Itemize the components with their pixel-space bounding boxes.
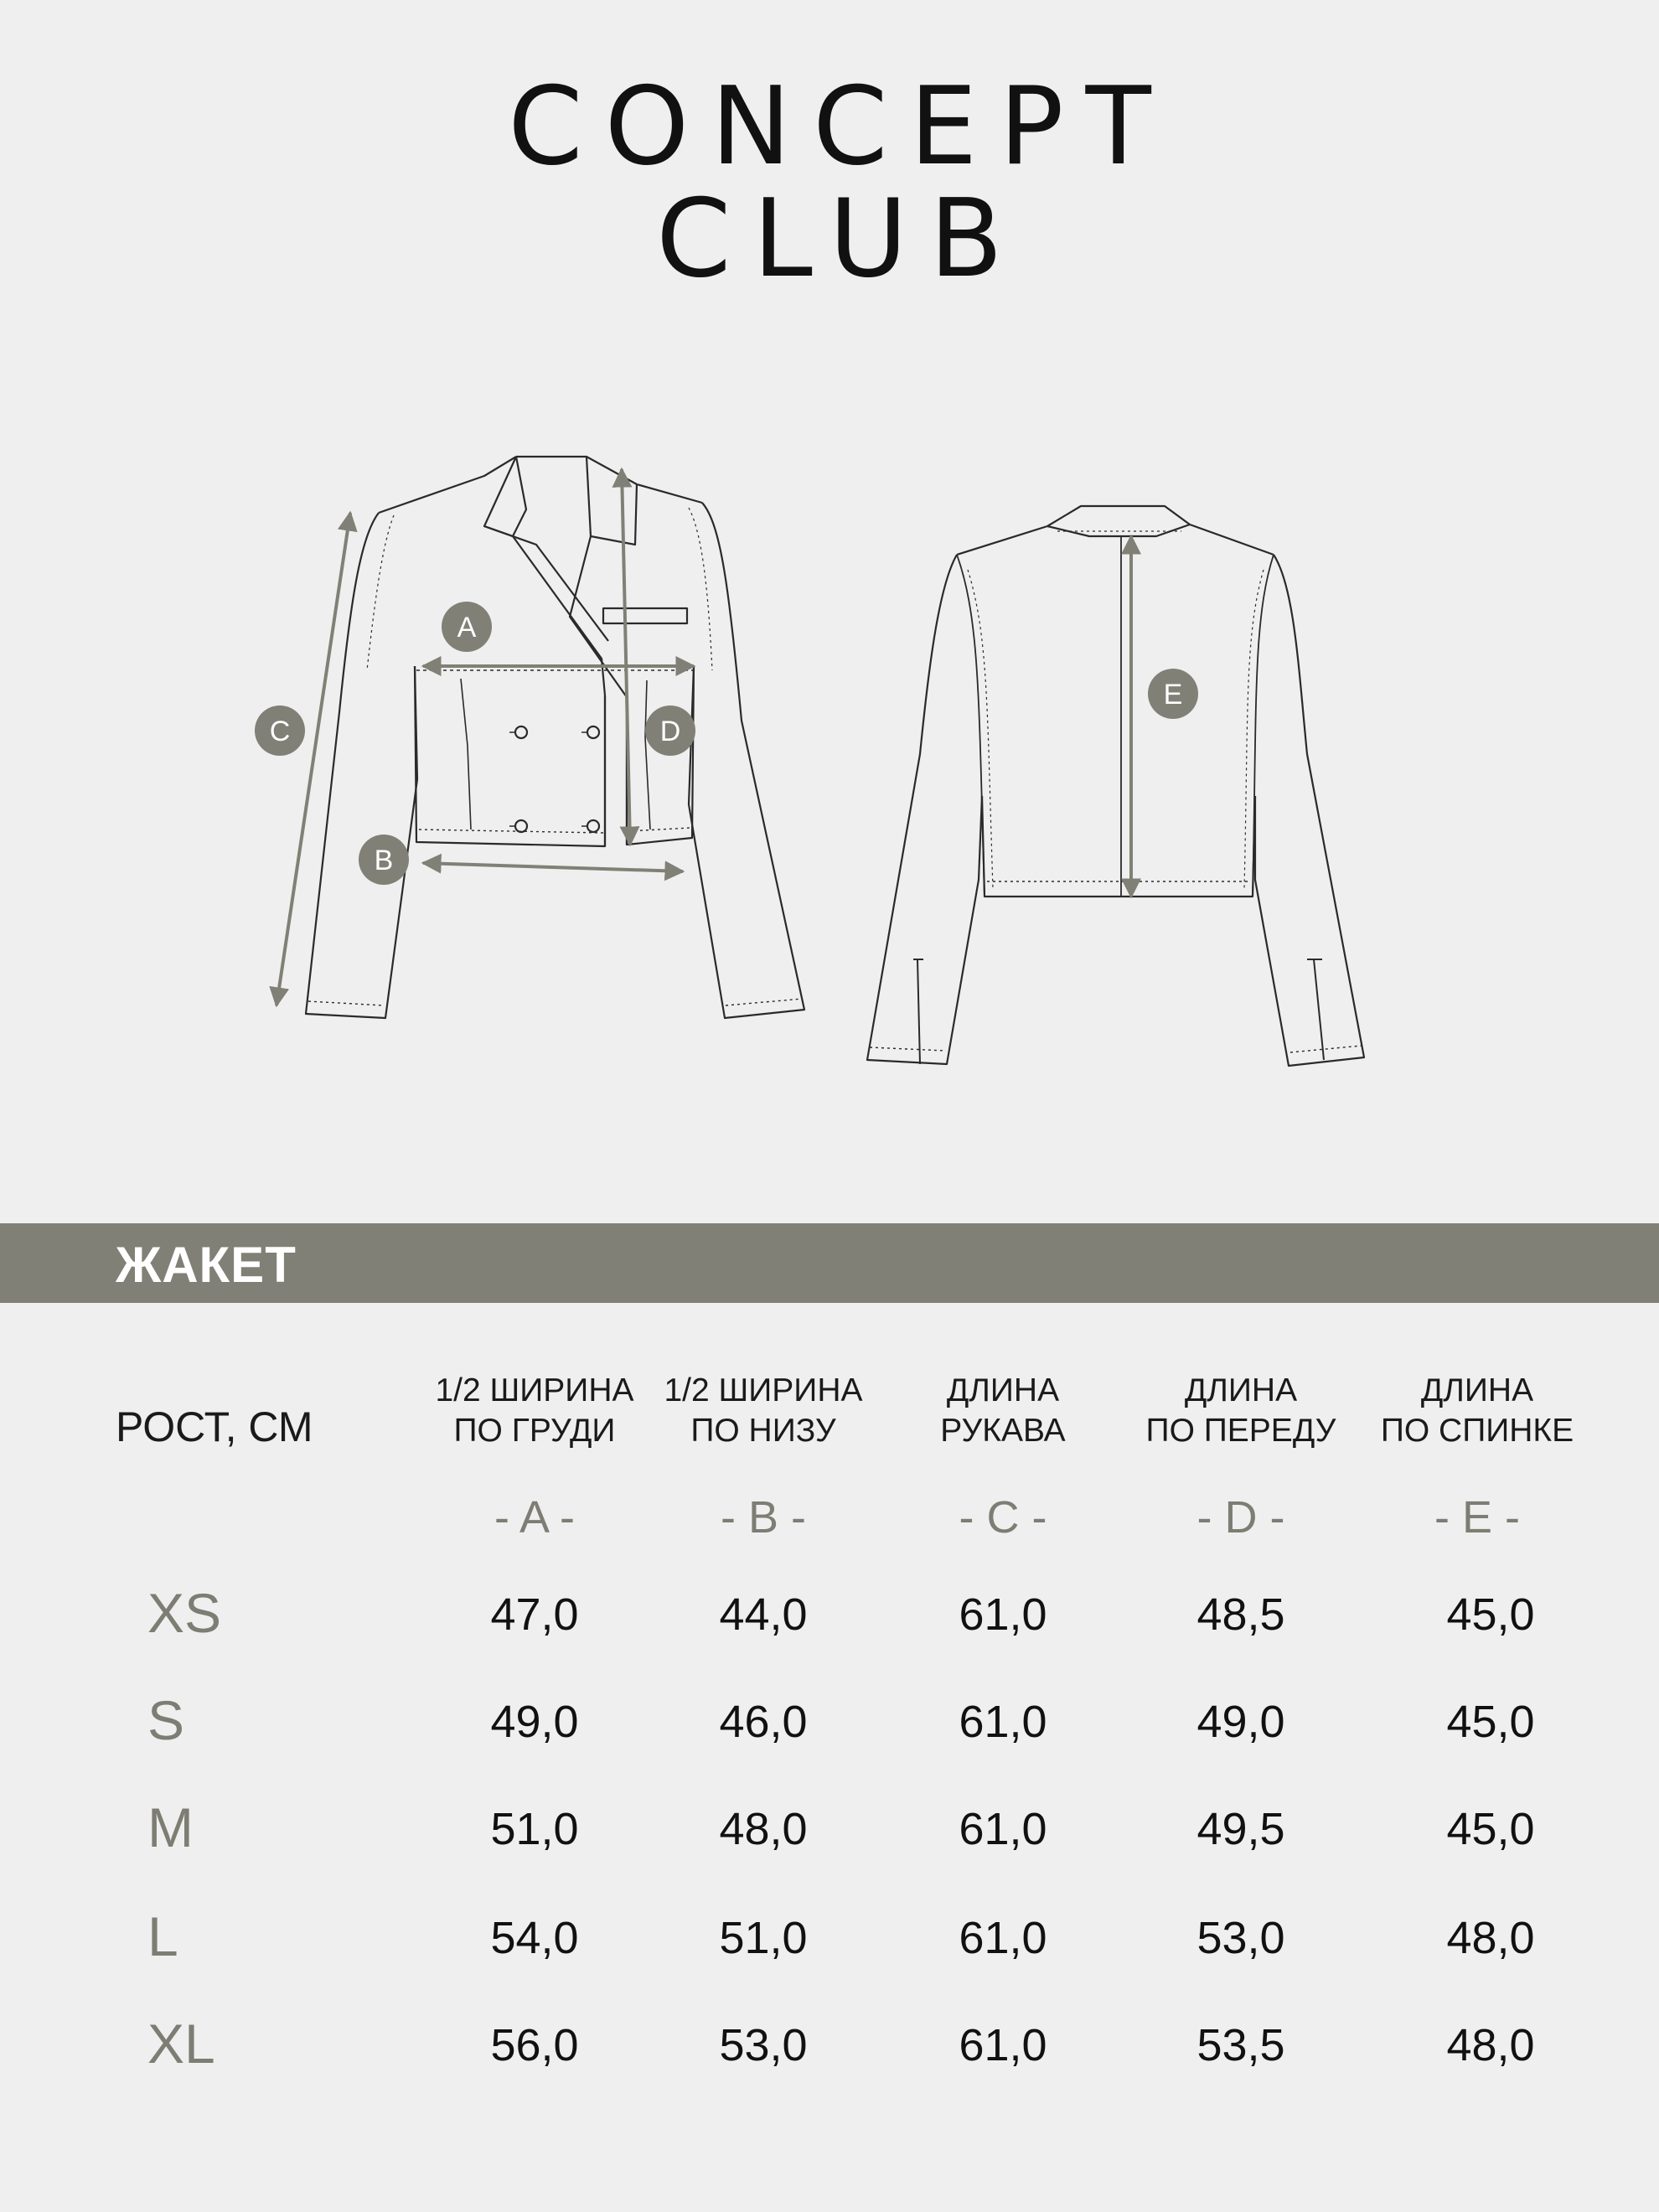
marker-a [442, 602, 492, 652]
column-header-d: ДЛИНА ПО ПЕРЕДУ [1145, 1372, 1336, 1449]
arrow-c [276, 513, 350, 1005]
column-letter-a: - A - [494, 1492, 576, 1543]
marker-b-label: B [374, 845, 394, 876]
value-cell: 51,0 [490, 1804, 579, 1854]
brand-line-1: CONCEPT [508, 65, 1173, 189]
column-letter-b: - B - [721, 1492, 806, 1543]
value-cell: 45,0 [1446, 1697, 1535, 1747]
size-label: L [147, 1905, 178, 1967]
marker-d [645, 705, 695, 756]
column-header-b: 1/2 ШИРИНА ПО НИЗУ [664, 1372, 863, 1449]
height-header: РОСТ, СМ [116, 1403, 313, 1450]
marker-c-label: C [269, 716, 291, 747]
value-cell: 61,0 [959, 1697, 1047, 1747]
marker-c [255, 705, 305, 756]
value-cell: 46,0 [719, 1697, 808, 1747]
value-cell: 61,0 [959, 1913, 1047, 1963]
value-cell: 48,0 [1446, 1913, 1535, 1963]
size-label: XS [147, 1582, 222, 1644]
value-cell: 47,0 [490, 1589, 579, 1640]
value-cell: 49,0 [490, 1697, 579, 1747]
marker-e-label: E [1163, 679, 1183, 711]
marker-b [359, 835, 409, 885]
arrow-b [423, 863, 683, 871]
column-letter-d: - D - [1196, 1492, 1285, 1543]
value-cell: 48,5 [1196, 1589, 1285, 1640]
section-title: ЖАКЕТ [116, 1237, 297, 1293]
column-header-c: ДЛИНА РУКАВА [940, 1372, 1066, 1449]
column-header-a: 1/2 ШИРИНА ПО ГРУДИ [435, 1372, 634, 1449]
value-cell: 54,0 [490, 1913, 579, 1963]
size-label: M [147, 1796, 194, 1858]
value-cell: 56,0 [490, 2020, 579, 2070]
value-cell: 53,5 [1196, 2020, 1285, 2070]
size-label: XL [147, 2013, 215, 2075]
value-cell: 45,0 [1446, 1589, 1535, 1640]
value-cell: 53,0 [719, 2020, 808, 2070]
marker-a-label: A [457, 612, 477, 643]
brand-line-2: CLUB [656, 177, 1025, 302]
column-letter-e: - E - [1434, 1492, 1520, 1543]
marker-d-label: D [659, 716, 681, 747]
value-cell: 61,0 [959, 1804, 1047, 1854]
value-cell: 48,0 [719, 1804, 808, 1854]
value-cell: 61,0 [959, 2020, 1047, 2070]
value-cell: 49,5 [1196, 1804, 1285, 1854]
value-cell: 51,0 [719, 1913, 808, 1963]
column-letter-c: - C - [959, 1492, 1047, 1543]
value-cell: 44,0 [719, 1589, 808, 1640]
value-cell: 48,0 [1446, 2020, 1535, 2070]
value-cell: 45,0 [1446, 1804, 1535, 1854]
size-label: S [147, 1689, 185, 1751]
column-header-e: ДЛИНА ПО СПИНКЕ [1380, 1372, 1574, 1449]
jacket-front-drawing [306, 457, 804, 1018]
value-cell: 61,0 [959, 1589, 1047, 1640]
marker-e [1148, 669, 1198, 719]
jacket-back-drawing [867, 506, 1364, 1066]
value-cell: 49,0 [1196, 1697, 1285, 1747]
measurement-arrows-front [276, 469, 694, 1005]
value-cell: 53,0 [1196, 1913, 1285, 1963]
